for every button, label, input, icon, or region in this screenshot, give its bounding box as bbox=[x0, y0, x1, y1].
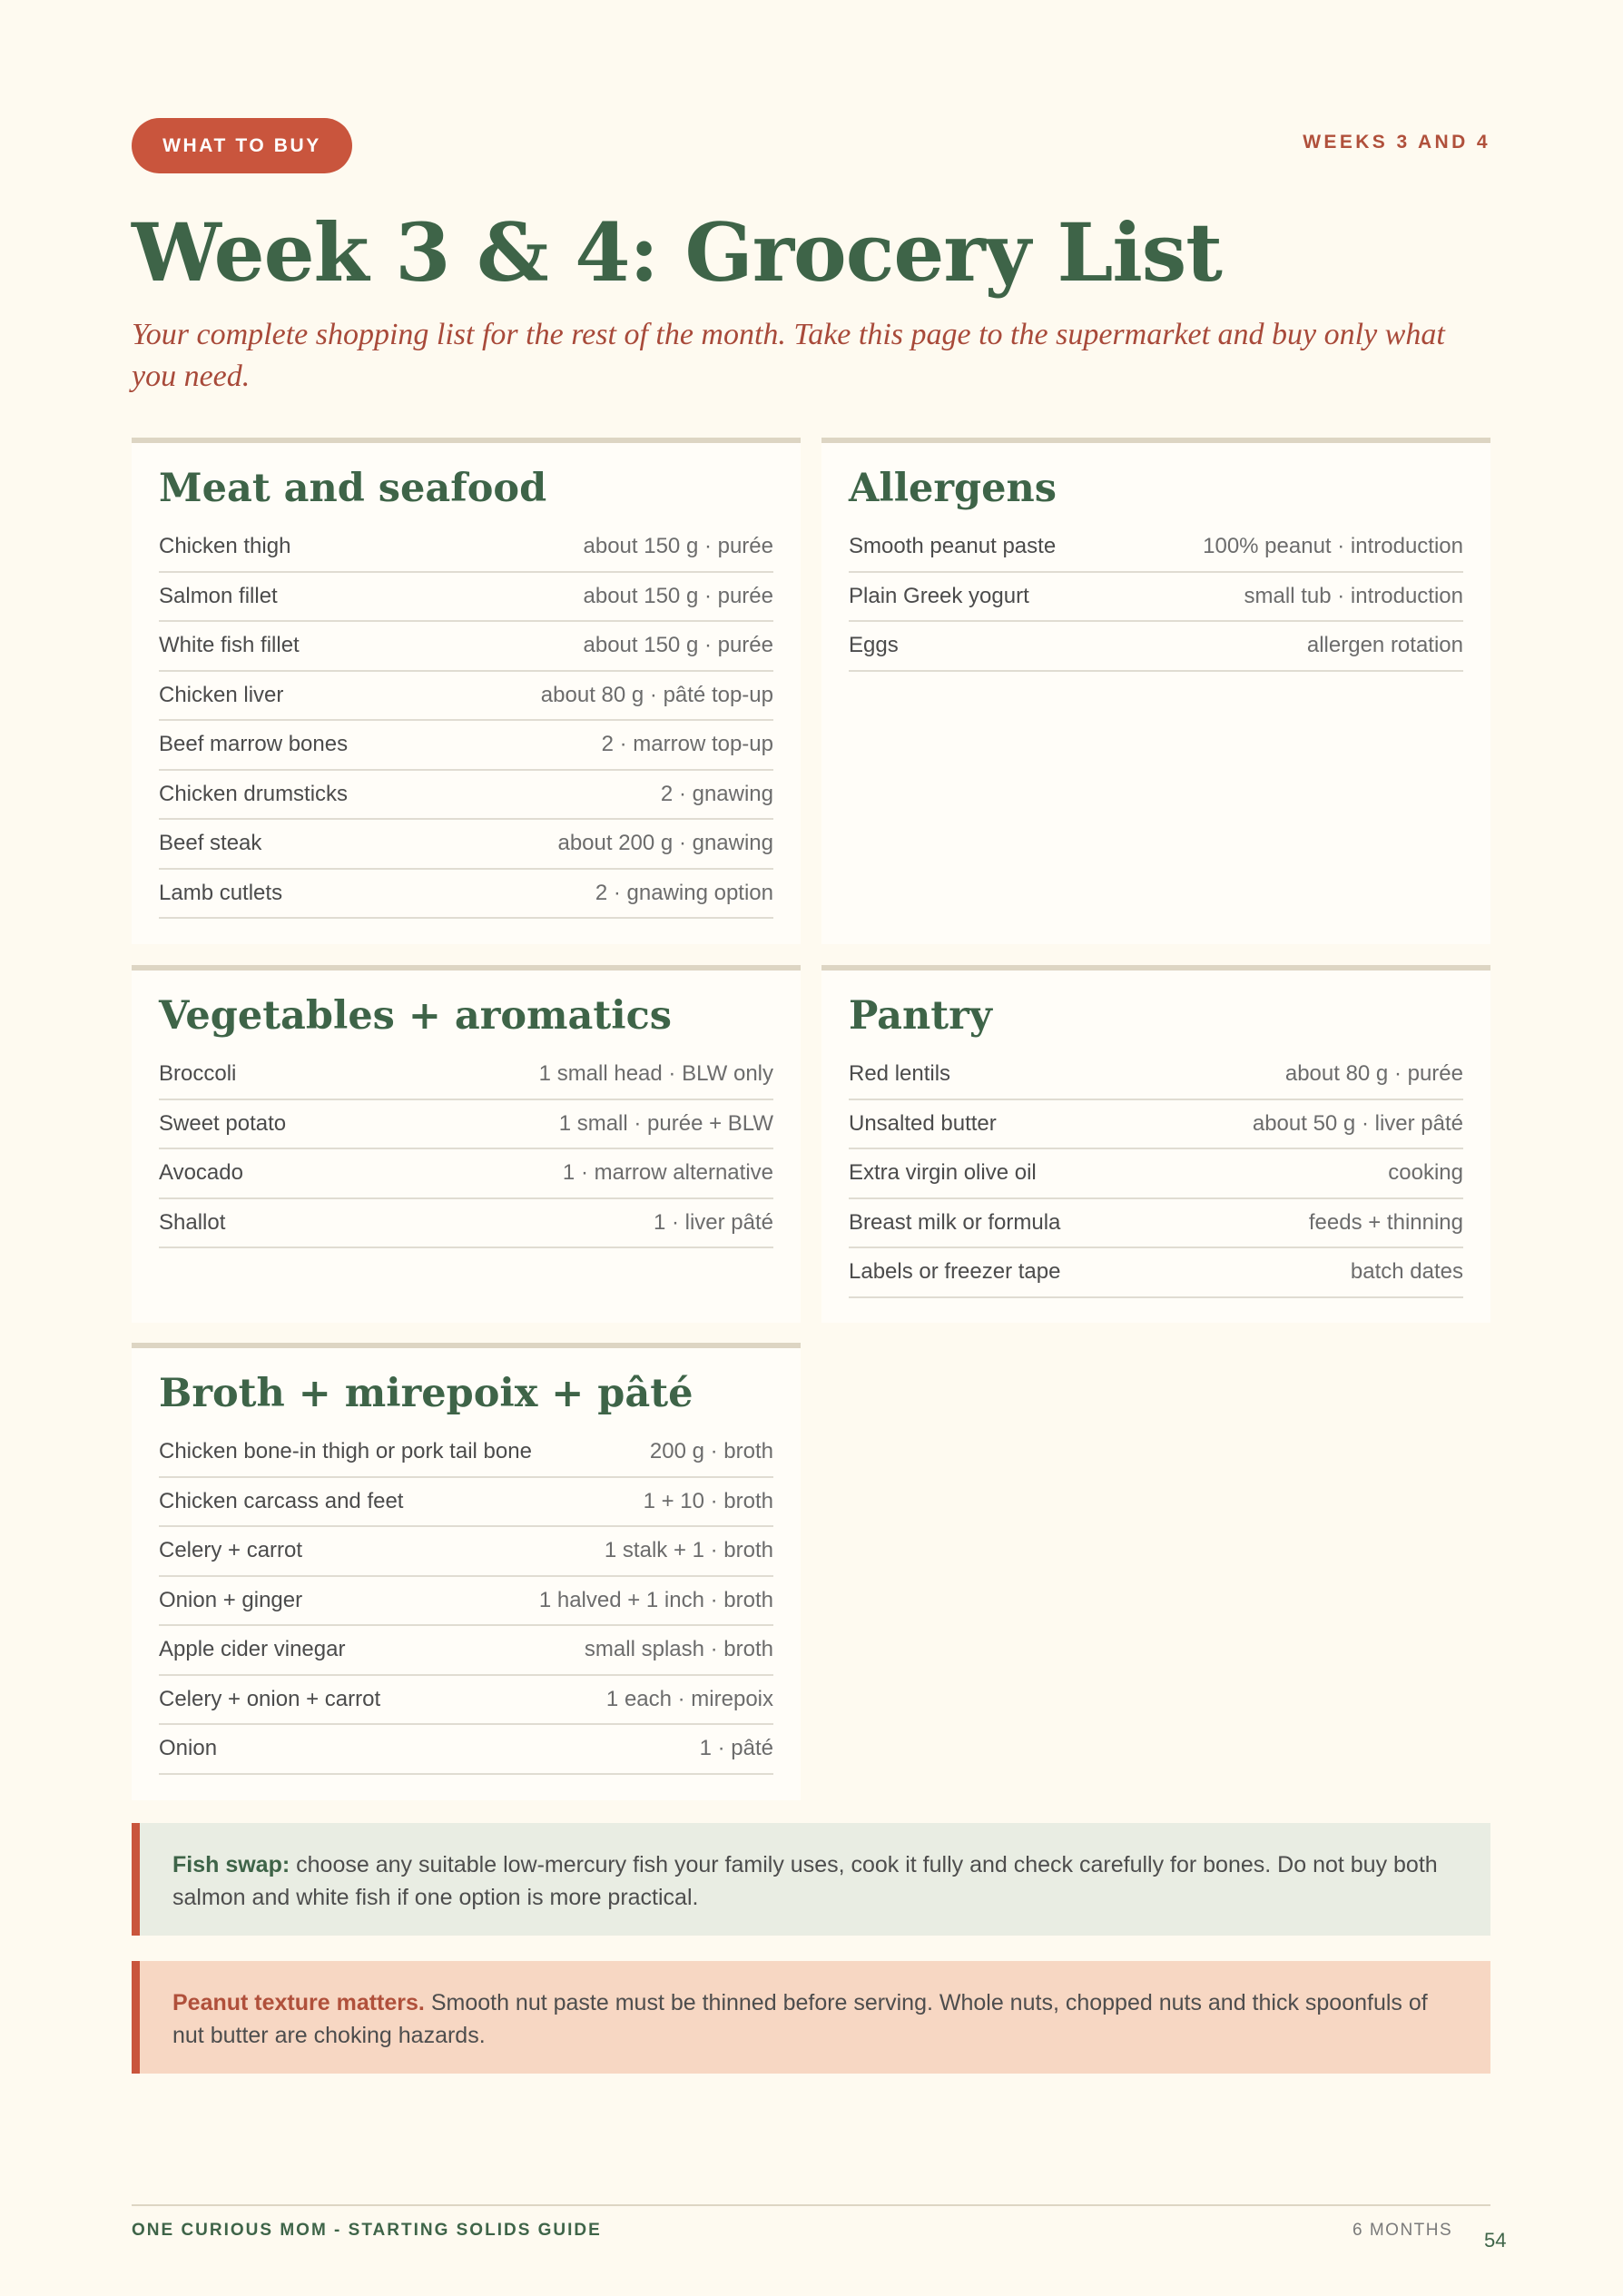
item-list bbox=[159, 1428, 773, 1775]
item-quantity: small splash · broth bbox=[584, 1637, 773, 1662]
list-item bbox=[159, 1725, 773, 1775]
item-quantity: about 150 g · purée bbox=[583, 583, 773, 608]
list-item bbox=[159, 870, 773, 920]
item-quantity: about 150 g · purée bbox=[583, 534, 773, 559]
section-title: Allergens bbox=[849, 466, 1057, 511]
section-vegetables-aromatics bbox=[132, 965, 801, 1323]
section-allergens bbox=[821, 438, 1490, 944]
item-name: Smooth peanut paste bbox=[849, 534, 1057, 559]
item-name: Eggs bbox=[849, 633, 899, 658]
item-name: Apple cider vinegar bbox=[159, 1637, 346, 1662]
item-quantity: small tub · introduction bbox=[1244, 583, 1463, 608]
item-name: Chicken drumsticks bbox=[159, 781, 349, 806]
page-title: Week 3 & 4: Grocery List bbox=[132, 205, 1222, 300]
item-name: Unsalted butter bbox=[849, 1110, 997, 1136]
page-number: 54 bbox=[1484, 2229, 1507, 2252]
section-title: Broth + mirepoix + pâté bbox=[159, 1371, 693, 1416]
item-quantity: 200 g · broth bbox=[649, 1439, 773, 1464]
peanut-warning-callout bbox=[132, 1961, 1490, 2074]
item-name: Sweet potato bbox=[159, 1110, 287, 1136]
item-name: White fish fillet bbox=[159, 633, 300, 658]
item-quantity: about 200 g · gnawing bbox=[557, 831, 773, 856]
what-to-buy-badge: WHAT TO BUY bbox=[132, 118, 352, 173]
section-title: Pantry bbox=[849, 993, 992, 1039]
item-quantity: 1 stalk + 1 · broth bbox=[604, 1538, 773, 1563]
item-list bbox=[849, 1050, 1463, 1298]
list-item bbox=[849, 1100, 1463, 1150]
list-item bbox=[159, 771, 773, 821]
section-pantry bbox=[821, 965, 1490, 1323]
item-quantity: batch dates bbox=[1350, 1259, 1463, 1285]
item-name: Chicken bone-in thigh or pork tail bone bbox=[159, 1439, 532, 1464]
item-name: Extra virgin olive oil bbox=[849, 1160, 1037, 1186]
list-item bbox=[849, 1149, 1463, 1199]
item-name: Breast milk or formula bbox=[849, 1209, 1061, 1235]
list-item bbox=[159, 1199, 773, 1249]
item-quantity: 2 · marrow top-up bbox=[601, 732, 773, 757]
item-list bbox=[159, 523, 773, 919]
list-item bbox=[159, 1626, 773, 1676]
list-item bbox=[159, 1100, 773, 1150]
item-name: Labels or freezer tape bbox=[849, 1259, 1061, 1285]
item-name: Beef marrow bones bbox=[159, 732, 349, 757]
item-name: Shallot bbox=[159, 1209, 226, 1235]
callout-text: Smooth nut paste must be thinned before serving. Whole nuts, chopped nuts and thick spoonfuls of nut butter are choking hazards. bbox=[172, 1990, 1428, 2048]
list-item bbox=[159, 1428, 773, 1478]
item-quantity: feeds + thinning bbox=[1308, 1209, 1463, 1235]
list-item bbox=[159, 1478, 773, 1528]
item-name: Celery + carrot bbox=[159, 1538, 303, 1563]
section-title: Vegetables + aromatics bbox=[159, 993, 673, 1039]
page-subtitle: Your complete shopping list for the rest of the month. Take this page to the supermarket and buy only what you need. bbox=[132, 318, 1445, 393]
list-item bbox=[159, 820, 773, 870]
callout-lead: Fish swap: bbox=[172, 1852, 290, 1877]
list-item bbox=[849, 1199, 1463, 1249]
list-item bbox=[159, 672, 773, 722]
item-name: Onion + ginger bbox=[159, 1587, 303, 1612]
list-item bbox=[159, 721, 773, 771]
item-quantity: about 50 g · liver pâté bbox=[1252, 1110, 1463, 1136]
item-name: Beef steak bbox=[159, 831, 262, 856]
list-item bbox=[849, 1248, 1463, 1298]
list-item bbox=[159, 1050, 773, 1100]
callout-lead: Peanut texture matters. bbox=[172, 1990, 425, 2015]
item-quantity: 1 · marrow alternative bbox=[562, 1160, 773, 1186]
list-item bbox=[159, 1577, 773, 1627]
page bbox=[132, 0, 1507, 2296]
item-quantity: 1 small head · BLW only bbox=[538, 1061, 773, 1087]
item-name: Lamb cutlets bbox=[159, 880, 283, 905]
item-quantity: about 150 g · purée bbox=[583, 633, 773, 658]
list-item bbox=[159, 622, 773, 672]
callout-text: choose any suitable low-mercury fish your family uses, cook it fully and check carefully for bones. Do not buy both salmon and white fish if one option is more practical. bbox=[172, 1852, 1438, 1910]
item-quantity: 1 · pâté bbox=[699, 1736, 773, 1761]
item-name: Chicken liver bbox=[159, 682, 284, 707]
section-meat-and-seafood bbox=[132, 438, 801, 944]
list-item bbox=[159, 573, 773, 623]
item-list bbox=[159, 1050, 773, 1248]
fish-swap-callout bbox=[132, 1823, 1490, 1936]
footer-age-label: 6 MONTHS bbox=[1352, 2221, 1453, 2240]
item-name: Red lentils bbox=[849, 1061, 951, 1087]
item-quantity: 1 each · mirepoix bbox=[605, 1686, 773, 1711]
list-item bbox=[849, 573, 1463, 623]
item-name: Chicken carcass and feet bbox=[159, 1488, 404, 1513]
item-quantity: 1 + 10 · broth bbox=[643, 1488, 773, 1513]
item-name: Broccoli bbox=[159, 1061, 237, 1087]
item-quantity: cooking bbox=[1388, 1160, 1463, 1186]
list-item bbox=[159, 1527, 773, 1577]
item-quantity: 2 · gnawing bbox=[660, 781, 773, 806]
footer-guide-title: ONE CURIOUS MOM - STARTING SOLIDS GUIDE bbox=[132, 2221, 602, 2240]
footer-divider bbox=[132, 2204, 1490, 2206]
item-name: Salmon fillet bbox=[159, 583, 278, 608]
item-quantity: about 80 g · pâté top-up bbox=[540, 682, 773, 707]
list-item bbox=[159, 1149, 773, 1199]
section-title: Meat and seafood bbox=[159, 466, 547, 511]
item-list bbox=[849, 523, 1463, 672]
item-name: Plain Greek yogurt bbox=[849, 583, 1029, 608]
item-name: Avocado bbox=[159, 1160, 243, 1186]
list-item bbox=[159, 1676, 773, 1726]
item-name: Onion bbox=[159, 1736, 218, 1761]
weeks-label: WEEKS 3 AND 4 bbox=[1303, 132, 1490, 153]
list-item bbox=[159, 523, 773, 573]
list-item bbox=[849, 1050, 1463, 1100]
item-name: Chicken thigh bbox=[159, 534, 291, 559]
item-quantity: 100% peanut · introduction bbox=[1203, 534, 1463, 559]
item-quantity: 1 · liver pâté bbox=[653, 1209, 773, 1235]
item-quantity: about 80 g · purée bbox=[1284, 1061, 1463, 1087]
item-quantity: 1 halved + 1 inch · broth bbox=[538, 1587, 773, 1612]
list-item bbox=[849, 523, 1463, 573]
item-quantity: 1 small · purée + BLW bbox=[558, 1110, 773, 1136]
section-broth-mirepoix-pate bbox=[132, 1343, 801, 1800]
item-name: Celery + onion + carrot bbox=[159, 1686, 381, 1711]
item-quantity: 2 · gnawing option bbox=[595, 880, 773, 905]
item-quantity: allergen rotation bbox=[1306, 633, 1463, 658]
list-item bbox=[849, 622, 1463, 672]
